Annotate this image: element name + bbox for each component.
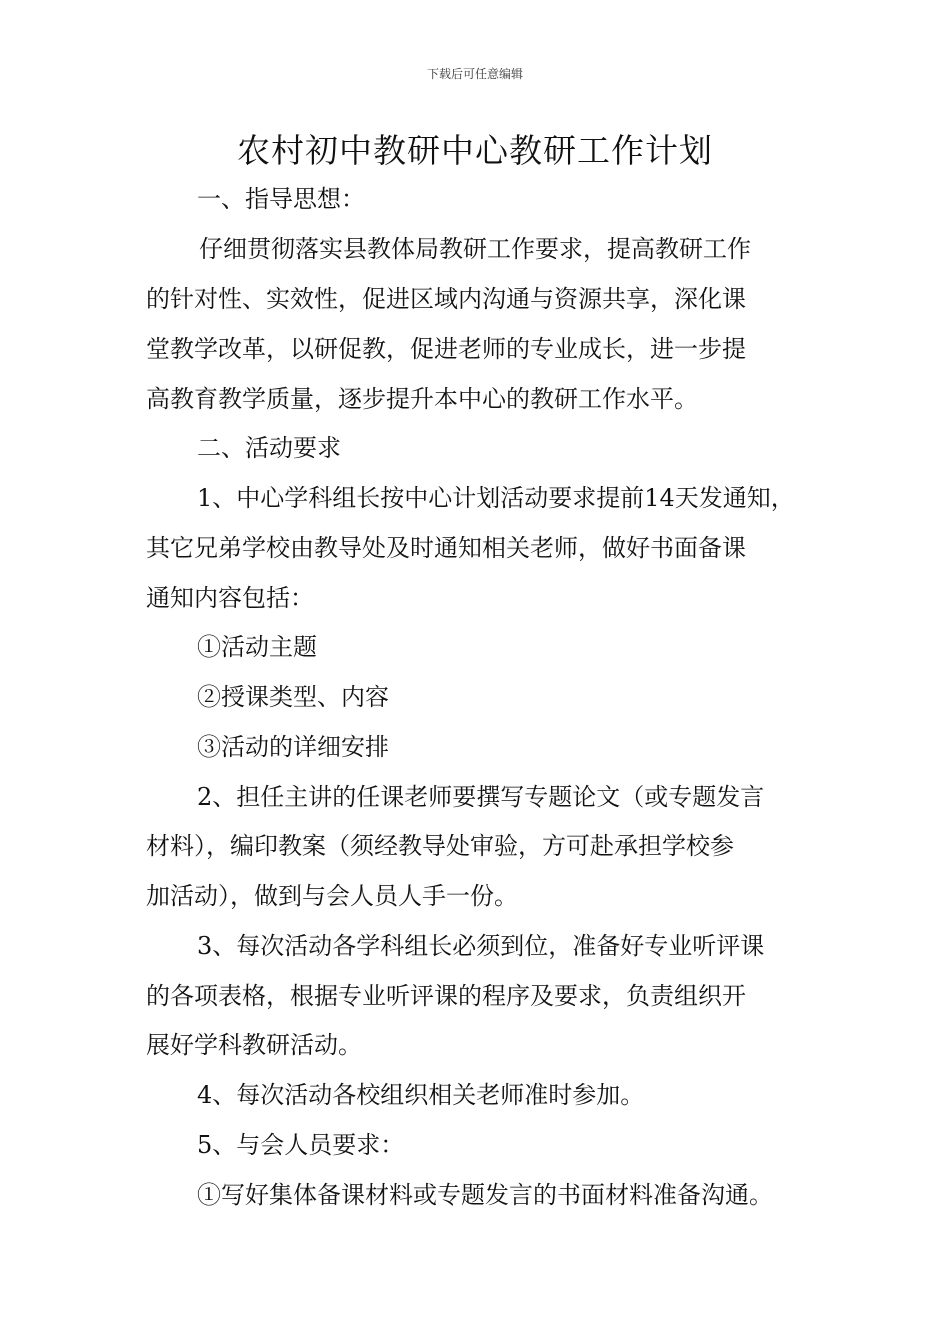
list-item: ②授课类型、内容 — [197, 683, 389, 711]
paragraph-line: 5、与会人员要求： — [197, 1131, 405, 1159]
paragraph-line: 仔细贯彻落实县教体局教研工作要求，提高教研工作 — [199, 235, 751, 263]
paragraph-line: 1、中心学科组长按中心计划活动要求提前14天发通知， — [197, 484, 795, 512]
section-heading-activity-requirements: 二、活动要求 — [197, 434, 341, 462]
header-note: 下载后可任意编辑 — [426, 67, 523, 81]
paragraph-line: 材料），编印教案（须经教导处审验，方可赴承担学校参 — [146, 832, 734, 860]
list-item: ①活动主题 — [197, 633, 317, 661]
paragraph-line: 的针对性、实效性，促进区域内沟通与资源共享，深化课 — [146, 285, 746, 313]
paragraph-line: 3、每次活动各学科组长必须到位，准备好专业听评课 — [197, 932, 765, 960]
paragraph-line: 通知内容包括： — [146, 584, 314, 612]
paragraph-line: 堂教学改革，以研促教，促进老师的专业成长，进一步提 — [146, 335, 746, 363]
paragraph-line: 4、每次活动各校组织相关老师准时参加。 — [197, 1081, 645, 1109]
paragraph-line: 加活动），做到与会人员人手一份。 — [146, 882, 518, 910]
paragraph-line: 其它兄弟学校由教导处及时通知相关老师，做好书面备课 — [146, 534, 746, 562]
list-item: ③活动的详细安排 — [197, 733, 389, 761]
paragraph-line: 展好学科教研活动。 — [146, 1031, 362, 1059]
document-title: 农村初中教研中心教研工作计划 — [237, 131, 713, 170]
paragraph-line: 高教育教学质量，逐步提升本中心的教研工作水平。 — [146, 385, 698, 413]
section-heading-guiding-thought: 一、指导思想： — [197, 185, 365, 213]
list-item: ①写好集体备课材料或专题发言的书面材料准备沟通。 — [197, 1181, 773, 1209]
paragraph-line: 2、担任主讲的任课老师要撰写专题论文（或专题发言 — [197, 783, 765, 811]
paragraph-line: 的各项表格，根据专业听评课的程序及要求，负责组织开 — [146, 982, 746, 1010]
